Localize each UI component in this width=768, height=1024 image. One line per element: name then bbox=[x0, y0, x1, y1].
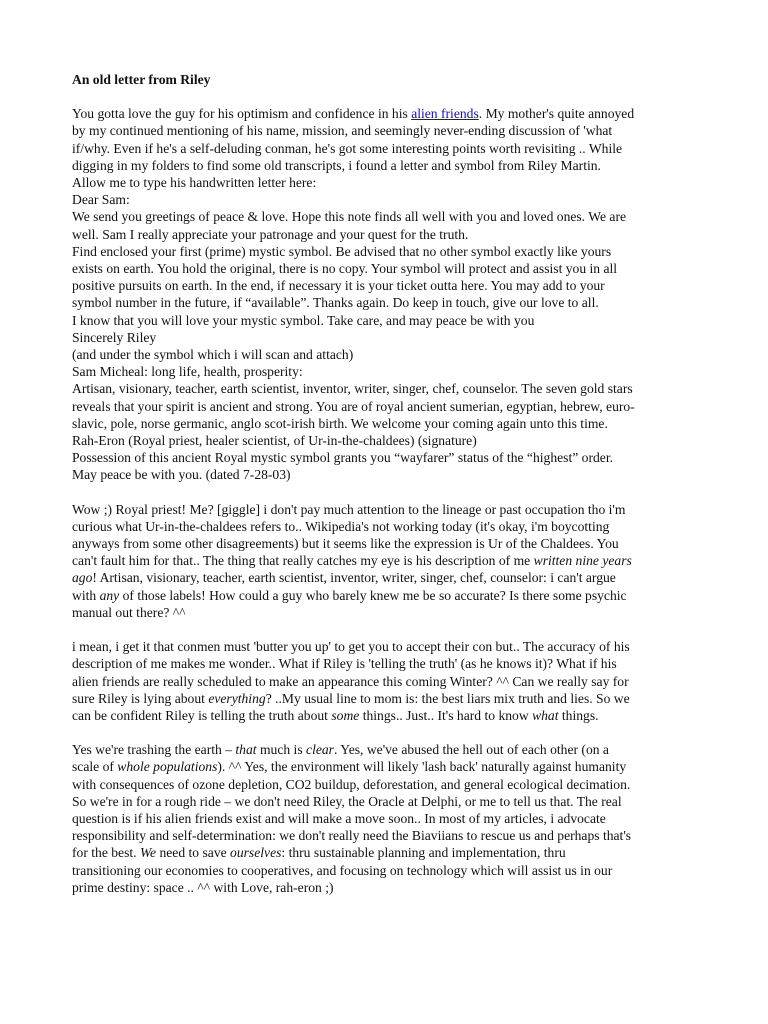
letter-line: I know that you will love your mystic symbol. Take care, and may peace be with you bbox=[72, 312, 535, 328]
text-span: . Yes, we've abused the hell out of each other (on a bbox=[333, 742, 609, 758]
text-line: transitioning our economies to cooperatives, and focusing on technology which will assist us in our bbox=[72, 862, 613, 878]
letter-line: symbol number in the future, if “available”. Thanks again. Do keep in touch, give our love to all. bbox=[72, 295, 599, 311]
text-line: alien friends are really scheduled to make an appearance this coming Winter? ^^ Can we really say for bbox=[72, 673, 629, 689]
emphasis-text: ourselves bbox=[230, 845, 282, 861]
text-span: ! Artisan, visionary, teacher, earth scientist, inventor, writer, singer, chef, counselor: i can't argue bbox=[92, 570, 616, 586]
text-line: curious what Ur-in-the-chaldees refers to.. Wikipedia's not working today (it's okay, i'm boycotting bbox=[72, 518, 610, 534]
text-line: question is if his alien friends exist and will make a move soon.. In most of my articles, i advocate bbox=[72, 810, 606, 826]
letter-line: We send you greetings of peace & love. Hope this note finds all well with you and loved ones. We are bbox=[72, 209, 627, 225]
text-line: description of me makes me wonder.. What if Riley is 'telling the truth' (as he knows it)? What if his bbox=[72, 656, 617, 672]
text-line: Wow ;) Royal priest! Me? [giggle] i don't pay much attention to the lineage or past occupation tho i'm bbox=[72, 501, 626, 517]
text-line: with consequences of ozone depletion, CO2 buildup, deforestation, and general ecological decimation. bbox=[72, 776, 631, 792]
text-span: things.. Just.. It's hard to know bbox=[359, 707, 533, 723]
text-line bbox=[72, 707, 702, 724]
text-span: can't fault him for that.. The thing that really catches my eye is his description of me bbox=[72, 553, 534, 569]
symbol-line: May peace be with you. (dated 7-28-03) bbox=[72, 467, 291, 483]
text-line: i mean, i get it that conmen must 'butter you up' to get you to accept their con but.. The accuracy of his bbox=[72, 639, 630, 655]
emphasis-text: clear bbox=[306, 742, 334, 758]
intro-paragraph bbox=[72, 105, 702, 483]
text-line: anyways from some other disagreements) but it seems like the expression is Ur of the Chaldees. You bbox=[72, 536, 619, 552]
text-span: with bbox=[72, 587, 100, 603]
text-span: You gotta love the guy for his optimism and confidence in his bbox=[72, 106, 412, 122]
text-span: . My mother's quite annoyed bbox=[478, 106, 635, 122]
emphasis-text: that bbox=[235, 742, 257, 758]
symbol-line: Possession of this ancient Royal mystic symbol grants you “wayfarer” status of the “highest” order. bbox=[72, 450, 613, 466]
text-span: sure Riley is lying about bbox=[72, 690, 209, 706]
commentary-paragraph-3 bbox=[72, 741, 702, 896]
text-line bbox=[72, 690, 702, 707]
letter-line: Find enclosed your first (prime) mystic symbol. Be advised that no other symbol exactly like yours bbox=[72, 243, 612, 259]
text-line: by my continued mentioning of his name, mission, and seemingly never-ending discussion of 'what bbox=[72, 123, 613, 139]
letter-line: positive pursuits on earth. In the end, if necessary it is your ticket outta here. You may add to your bbox=[72, 278, 605, 294]
emphasis-text: ago bbox=[72, 570, 93, 586]
commentary-paragraph-1 bbox=[72, 501, 702, 621]
text-span: ? ..My usual line to mom is: the best liars mix truth and lies. So we bbox=[265, 690, 630, 706]
document-page bbox=[72, 71, 702, 913]
text-span: need to save bbox=[156, 845, 231, 861]
emphasis-text: everything bbox=[208, 690, 266, 706]
symbol-line: slavic, pole, norse germanic, anglo scot-irish birth. We welcome your coming again unto this time. bbox=[72, 415, 608, 431]
emphasis-text: any bbox=[99, 587, 120, 603]
emphasis-text: what bbox=[532, 707, 559, 723]
symbol-line: Rah-Eron (Royal priest, healer scientist, of Ur-in-the-chaldees) (signature) bbox=[72, 433, 477, 449]
emphasis-text: some bbox=[331, 707, 360, 723]
text-line bbox=[72, 552, 702, 569]
text-line: Allow me to type his handwritten letter here: bbox=[72, 175, 317, 191]
text-line: manual out there? ^^ bbox=[72, 604, 186, 620]
text-line bbox=[72, 844, 702, 861]
text-span: ). ^^ Yes, the environment will likely 'lash back' naturally against humanity bbox=[217, 759, 627, 775]
text-line bbox=[72, 105, 702, 122]
text-line bbox=[72, 741, 702, 758]
text-line: (and under the symbol which i will scan and attach) bbox=[72, 347, 354, 363]
emphasis-text: written nine years bbox=[533, 553, 632, 569]
symbol-line: Artisan, visionary, teacher, earth scientist, inventor, writer, singer, chef, counselor. The seven gold stars bbox=[72, 381, 633, 397]
text-line: if/why. Even if he's a self-deluding conman, he's got some interesting points worth revisiting .. While bbox=[72, 140, 623, 156]
text-line: responsibility and self-determination: we don't really need the Biaviians to rescue us and perhaps that's bbox=[72, 828, 632, 844]
text-span: much is bbox=[256, 742, 307, 758]
text-line bbox=[72, 758, 702, 775]
text-span: : thru sustainable planning and implementation, thru bbox=[281, 845, 566, 861]
text-span: for the best. bbox=[72, 845, 140, 861]
text-line bbox=[72, 587, 702, 604]
letter-line: exists on earth. You hold the original, there is no copy. Your symbol will protect and assist you in all bbox=[72, 261, 618, 277]
symbol-line: reveals that your spirit is ancient and strong. You are of royal ancient sumerian, egyptian, hebrew, euro- bbox=[72, 398, 635, 414]
text-span: can be confident Riley is telling the truth about bbox=[72, 707, 332, 723]
text-span: things. bbox=[558, 707, 599, 723]
text-span: scale of bbox=[72, 759, 118, 775]
text-line: So we're in for a rough ride – we don't need Riley, the Oracle at Delphi, or me to tell us that. The real bbox=[72, 793, 622, 809]
emphasis-text: whole populations bbox=[117, 759, 218, 775]
letter-line: well. Sam I really appreciate your patronage and your quest for the truth. bbox=[72, 226, 469, 242]
emphasis-text: We bbox=[139, 845, 157, 861]
symbol-line: Sam Micheal: long life, health, prosperity: bbox=[72, 364, 303, 380]
letter-salutation: Dear Sam: bbox=[72, 192, 130, 208]
commentary-paragraph-2 bbox=[72, 638, 702, 724]
text-line bbox=[72, 569, 702, 586]
text-span: Yes we're trashing the earth – bbox=[72, 742, 236, 758]
letter-signoff: Sincerely Riley bbox=[72, 329, 157, 345]
text-line: digging in my folders to find some old transcripts, i found a letter and symbol from Riley Martin. bbox=[72, 157, 601, 173]
text-span: of those labels! How could a guy who barely knew me be so accurate? Is there some psychic bbox=[119, 587, 627, 603]
page-title: An old letter from Riley bbox=[72, 72, 211, 87]
text-line: prime destiny: space .. ^^ with Love, rah-eron ;) bbox=[72, 879, 334, 895]
alien-friends-link[interactable]: alien friends bbox=[411, 106, 479, 122]
